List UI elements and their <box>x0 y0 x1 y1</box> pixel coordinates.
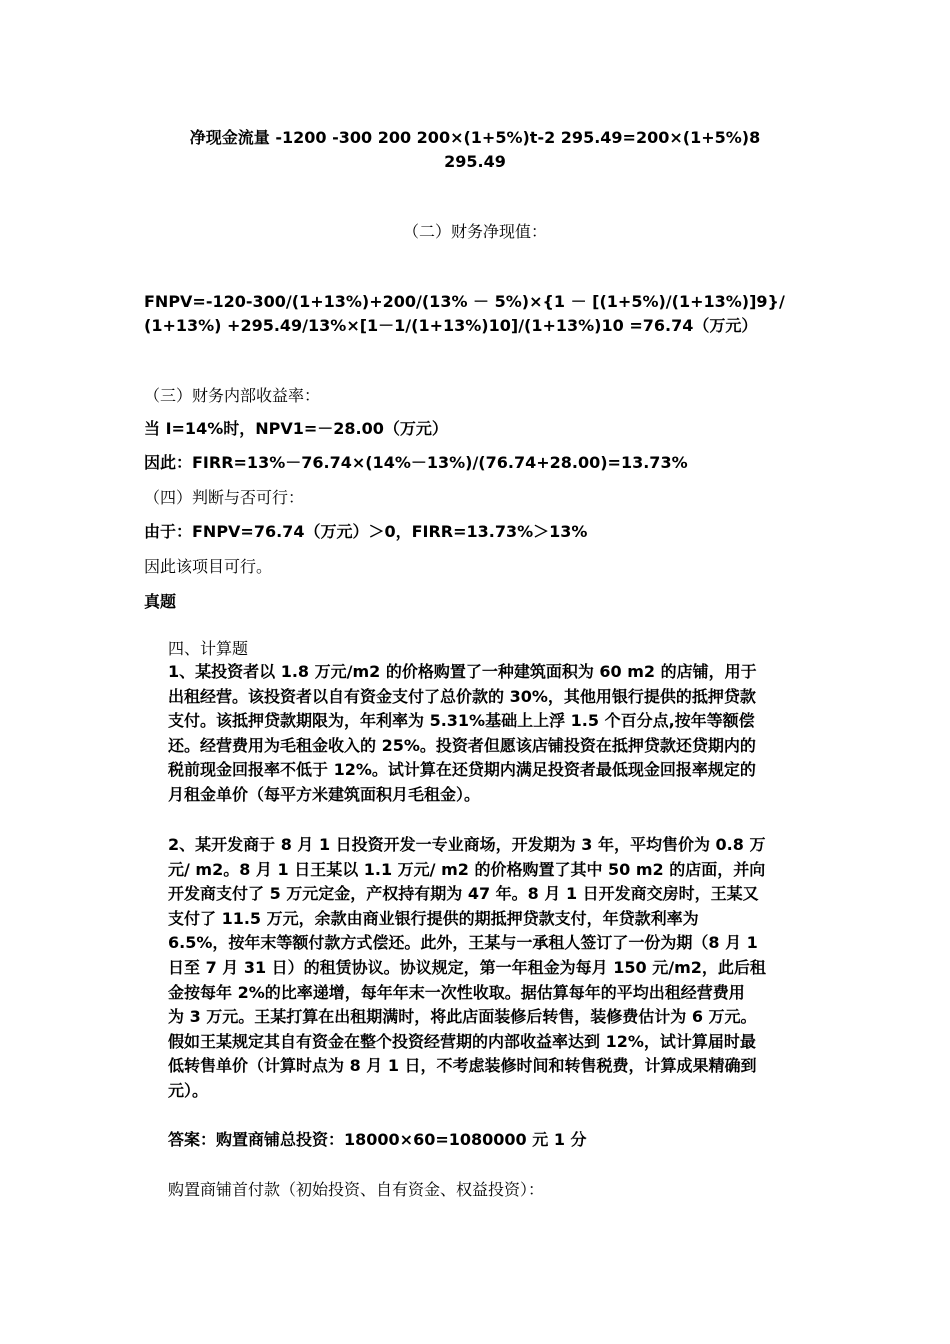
section-4-title: （四）判断与否可行： <box>144 488 305 507</box>
zhen-ti-heading: 真题 <box>144 592 177 611</box>
cash-flow-line-2: 295.49 <box>444 152 506 171</box>
question-2-line: 开发商支付了 5 万元定金，产权持有期为 47 年。8 月 1 日开发商交房时，王某又 <box>168 884 759 904</box>
cash-flow-line-1: 净现金流量 -1200 -300 200 200×(1+5%)t-2 295.49=200×(1+5%)8 <box>189 128 761 147</box>
fnpv-formula-line-2: (1+13%) +295.49/13%×[1－1/(1+13%)10]/(1+13%)10 =76.74（万元） <box>144 316 758 335</box>
question-1-line: 月租金单价（每平方米建筑面积月毛租金）。 <box>168 784 481 804</box>
firr-line: 因此：FIRR=13%－76.74×(14%－13%)/(76.74+28.00)=13.73% <box>144 453 688 472</box>
question-1-line: 还。经营费用为毛租金收入的 25%。投资者但愿该店铺投资在抵押贷款还贷期内的 <box>168 735 756 755</box>
question-1-line: 1、某投资者以 1.8 万元/m2 的价格购置了一种建筑面积为 60 m2 的店铺，用于 <box>168 662 757 681</box>
section-3-title: （三）财务内部收益率： <box>144 386 321 405</box>
question-1 <box>168 660 788 808</box>
section-2-title: （二）财务净现值： <box>402 222 547 241</box>
question-1-line: 出租经营。该投资者以自有资金支付了总价款的 30%，其他用银行提供的抵押贷款 <box>168 686 756 706</box>
down-payment-line: 购置商铺首付款（初始投资、自有资金、权益投资）： <box>168 1180 545 1199</box>
question-2-line: 支付了 11.5 万元，余款由商业银行提供的期抵押贷款支付，年贷款利率为 <box>168 908 699 928</box>
question-1-line: 税前现金回报率不低于 12%。试计算在还贷期内满足投资者最低现金回报率规定的 <box>168 760 756 780</box>
question-2-line: 日至 7 月 31 日）的租赁协议。协议规定，第一年租金为每月 150 元/m2，此后租 <box>168 957 766 977</box>
question-2 <box>168 833 788 1104</box>
question-2-line: 6.5%，按年末等额付款方式偿还。此外，王某与一承租人签订了一份为期（8 月 1 <box>168 933 758 953</box>
question-1-line: 支付。该抵押贷款期限为，年利率为 5.31%基础上上浮 1.5 个百分点,按年等额偿 <box>168 711 755 731</box>
question-2-line: 2、某开发商于 8 月 1 日投资开发一专业商场，开发期为 3 年，平均售价为 0.8 万 <box>168 835 766 854</box>
reason-line: 由于：FNPV=76.74（万元）＞0，FIRR=13.73%＞13% <box>144 522 588 541</box>
question-2-line: 金按每年 2%的比率递增，每年年末一次性收取。据估算每年的平均出租经营费用 <box>168 982 745 1002</box>
question-2-line: 元/ m2。8 月 1 日王某以 1.1 万元/ m2 的价格购置了其中 50 m2 的店面，并向 <box>168 859 766 879</box>
conclusion-line: 因此该项目可行。 <box>144 557 273 576</box>
answer-line: 答案：购置商铺总投资：18000×60=1080000 元 1 分 <box>168 1130 587 1149</box>
question-2-line: 为 3 万元。王某打算在出租期满时，将此店面装修后转售，装修费估计为 6 万元。 <box>168 1007 757 1027</box>
question-2-line: 低转售单价（计算时点为 8 月 1 日，不考虑装修时间和转售税费，计算成果精确到 <box>168 1056 757 1076</box>
question-2-line: 元）。 <box>168 1080 209 1100</box>
fnpv-formula-line-1: FNPV=-120-300/(1+13%)+200/(13% － 5%)×{1 － [(1+5%)/(1+13%)]9}/ <box>144 292 785 311</box>
question-2-line: 假如王某规定其自有资金在整个投资经营期的内部收益率达到 12%，试计算届时最 <box>168 1031 756 1051</box>
calc-heading: 四、计算题 <box>168 639 249 658</box>
npv-line: 当 I=14%时，NPV1=－28.00（万元） <box>144 419 448 438</box>
